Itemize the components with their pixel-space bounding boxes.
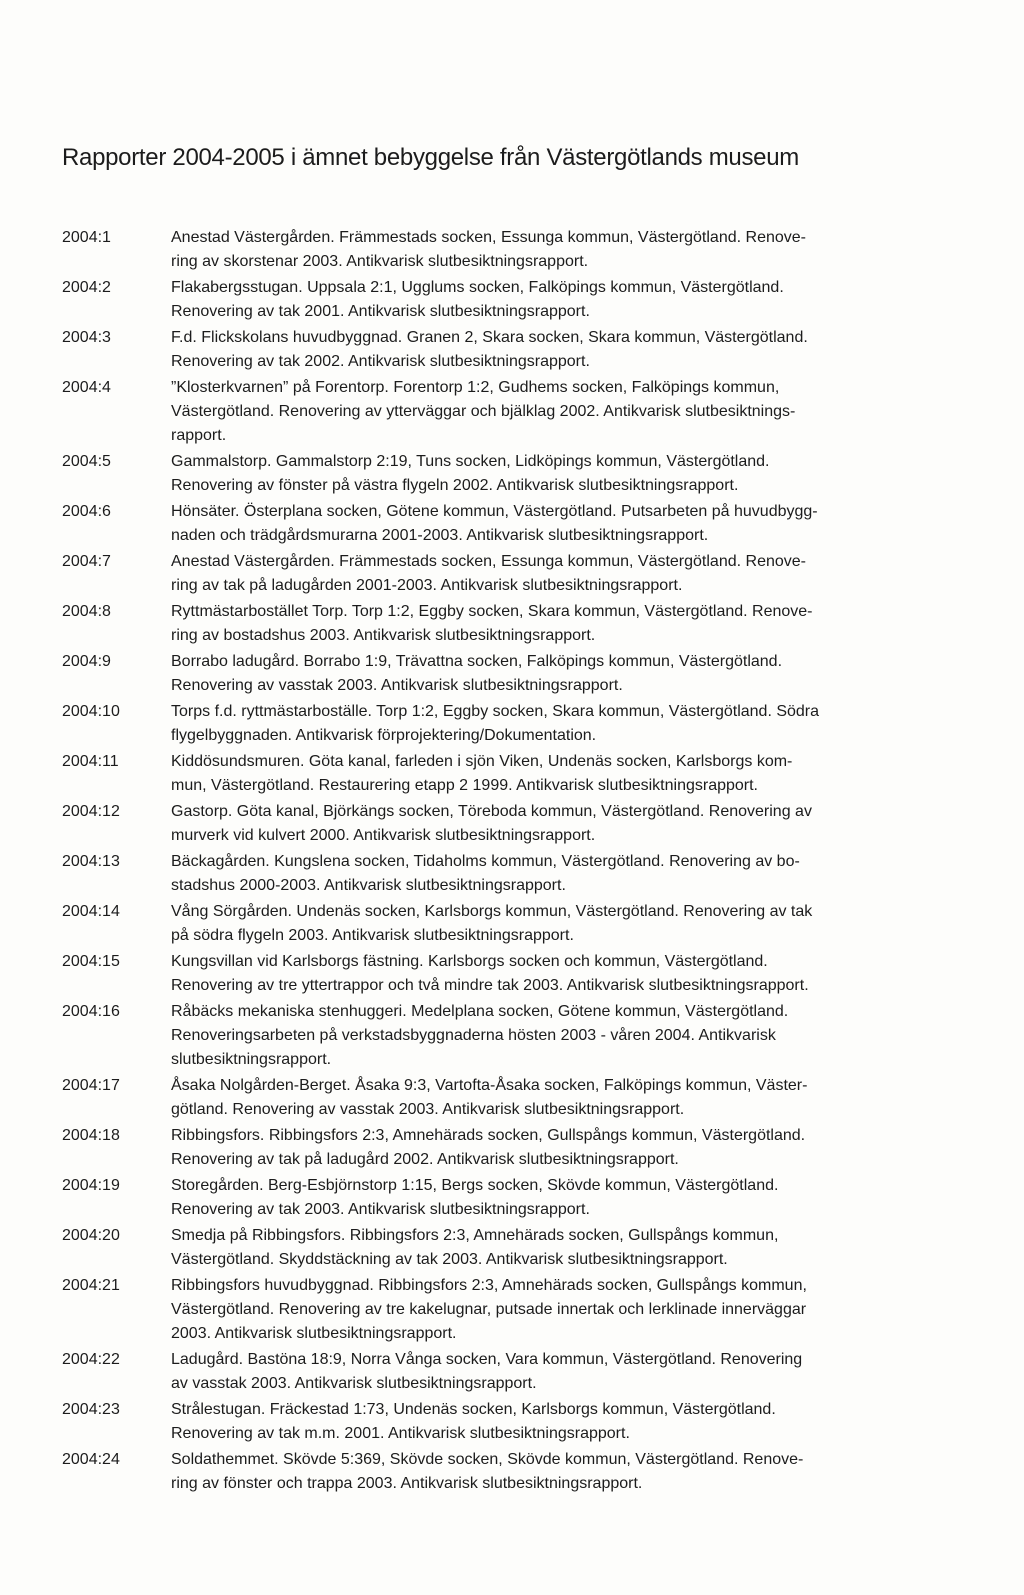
report-entry [62,1000,892,1072]
report-number: 2004:7 [62,553,111,570]
report-description [171,700,892,748]
report-description [171,750,892,798]
report-description-line: naden och trädgårdsmurarna 2001-2003. Antikvarisk slutbesiktningsrapport. [171,527,709,544]
report-entry [62,450,892,498]
report-number: 2004:21 [62,1277,120,1294]
report-description-line: Västergötland. Renovering av tre kakelugnar, putsade innertak och lerklinade innerväggar [171,1301,807,1318]
report-description [171,1174,892,1222]
report-entry [62,950,892,998]
report-entry [62,500,892,548]
report-description-line: Renoveringsarbeten på verkstadsbyggnaderna hösten 2003 - våren 2004. Antikvarisk [171,1027,776,1044]
report-description-line: Torps f.d. ryttmästarboställe. Torp 1:2, Eggby socken, Skara kommun, Västergötland. Södra [171,703,820,720]
report-description [171,1124,892,1172]
report-description [171,850,892,898]
report-description [171,950,892,998]
report-description [171,600,892,648]
report-entry [62,850,892,898]
report-description-line: Soldathemmet. Skövde 5:369, Skövde socken, Skövde kommun, Västergötland. Renove- [171,1451,804,1468]
report-description-line: Ladugård. Bastöna 18:9, Norra Vånga socken, Vara kommun, Västergötland. Renovering [171,1351,803,1368]
report-number: 2004:17 [62,1077,120,1094]
report-description-line: götland. Renovering av vasstak 2003. Antikvarisk slutbesiktningsrapport. [171,1101,685,1118]
report-entry [62,750,892,798]
report-description [171,450,892,498]
report-description-line: stadshus 2000-2003. Antikvarisk slutbesiktningsrapport. [171,877,566,894]
report-number: 2004:12 [62,803,120,820]
report-description-line: Renovering av tak på ladugård 2002. Antikvarisk slutbesiktningsrapport. [171,1151,679,1168]
report-entry [62,1398,892,1446]
report-description-line: Renovering av tak 2001. Antikvarisk slutbesiktningsrapport. [171,303,590,320]
report-number: 2004:3 [62,329,111,346]
report-description-line: Storegården. Berg-Esbjörnstorp 1:15, Bergs socken, Skövde kommun, Västergötland. [171,1177,779,1194]
report-description-line: Anestad Västergården. Främmestads socken, Essunga kommun, Västergötland. Renove- [171,229,806,246]
report-entry [62,700,892,748]
report-number: 2004:6 [62,503,111,520]
report-entry [62,900,892,948]
report-description [171,800,892,848]
report-description-line: Vång Sörgården. Undenäs socken, Karlsborgs kommun, Västergötland. Renovering av tak [171,903,813,920]
report-description-line: Bäckagården. Kungslena socken, Tidaholms kommun, Västergötland. Renovering av bo- [171,853,800,870]
report-description [171,376,892,448]
report-description-line: mun, Västergötland. Restaurering etapp 2 1999. Antikvarisk slutbesiktningsrapport. [171,777,758,794]
report-description-line: Strålestugan. Fräckestad 1:73, Undenäs socken, Karlsborgs kommun, Västergötland. [171,1401,776,1418]
report-description-line: Västergötland. Skyddstäckning av tak 2003. Antikvarisk slutbesiktningsrapport. [171,1251,728,1268]
report-entry [62,226,892,274]
report-entry [62,276,892,324]
report-description-line: flygelbyggnaden. Antikvarisk förprojektering/Dokumentation. [171,727,597,744]
report-number: 2004:18 [62,1127,120,1144]
report-entry [62,1174,892,1222]
report-number: 2004:16 [62,1003,120,1020]
report-description-line: Ribbingsfors. Ribbingsfors 2:3, Amnehärads socken, Gullspångs kommun, Västergötland. [171,1127,806,1144]
report-number: 2004:9 [62,653,111,670]
report-number: 2004:13 [62,853,120,870]
report-description [171,226,892,274]
report-description-line: Renovering av tak m.m. 2001. Antikvarisk slutbesiktningsrapport. [171,1425,630,1442]
report-entry [62,1348,892,1396]
report-description [171,1274,892,1346]
report-entry [62,1448,892,1496]
report-description-line: av vasstak 2003. Antikvarisk slutbesiktningsrapport. [171,1375,537,1392]
report-description-line: Åsaka Nolgården-Berget. Åsaka 9:3, Vartofta-Åsaka socken, Falköpings kommun, Väster- [171,1077,808,1094]
report-description-line: ”Klosterkvarnen” på Forentorp. Forentorp 1:2, Gudhems socken, Falköpings kommun, [171,379,780,396]
report-entry [62,326,892,374]
report-description-line: ring av skorstenar 2003. Antikvarisk slutbesiktningsrapport. [171,253,589,270]
report-description [171,1224,892,1272]
report-description-line: F.d. Flickskolans huvudbyggnad. Granen 2, Skara socken, Skara kommun, Västergötland. [171,329,808,346]
report-description-line: Kiddösundsmuren. Göta kanal, farleden i sjön Viken, Undenäs socken, Karlsborgs kom- [171,753,793,770]
report-description-line: Råbäcks mekaniska stenhuggeri. Medelplana socken, Götene kommun, Västergötland. [171,1003,789,1020]
report-number: 2004:10 [62,703,120,720]
report-description-line: slutbesiktningsrapport. [171,1051,332,1068]
report-description-line: Gammalstorp. Gammalstorp 2:19, Tuns socken, Lidköpings kommun, Västergötland. [171,453,770,470]
report-list [62,226,892,1498]
page-title: Rapporter 2004-2005 i ämnet bebyggelse från Västergötlands museum [62,144,799,171]
report-description [171,650,892,698]
report-description-line: Borrabo ladugård. Borrabo 1:9, Trävattna socken, Falköpings kommun, Västergötland. [171,653,783,670]
report-description-line: på södra flygeln 2003. Antikvarisk slutbesiktningsrapport. [171,927,574,944]
report-number: 2004:15 [62,953,120,970]
report-description [171,1074,892,1122]
report-description-line: ring av fönster och trappa 2003. Antikvarisk slutbesiktningsrapport. [171,1475,643,1492]
report-description-line: Renovering av tak 2003. Antikvarisk slutbesiktningsrapport. [171,1201,590,1218]
report-entry [62,550,892,598]
report-number: 2004:1 [62,229,111,246]
report-description [171,1448,892,1496]
report-description [171,1000,892,1072]
report-description [171,326,892,374]
report-entry [62,1074,892,1122]
report-description-line: Flakabergsstugan. Uppsala 2:1, Ugglums socken, Falköpings kommun, Västergötland. [171,279,784,296]
report-description [171,1348,892,1396]
report-number: 2004:8 [62,603,111,620]
report-description-line: Anestad Västergården. Främmestads socken, Essunga kommun, Västergötland. Renove- [171,553,806,570]
report-number: 2004:22 [62,1351,120,1368]
report-description-line: murverk vid kulvert 2000. Antikvarisk slutbesiktningsrapport. [171,827,596,844]
report-entry [62,600,892,648]
report-description-line: ring av tak på ladugården 2001-2003. Antikvarisk slutbesiktningsrapport. [171,577,683,594]
report-description-line: Renovering av fönster på västra flygeln 2002. Antikvarisk slutbesiktningsrapport. [171,477,739,494]
report-number: 2004:11 [62,753,119,770]
report-description-line: rapport. [171,427,227,444]
report-description-line: Kungsvillan vid Karlsborgs fästning. Karlsborgs socken och kommun, Västergötland. [171,953,768,970]
report-number: 2004:5 [62,453,111,470]
report-description-line: ring av bostadshus 2003. Antikvarisk slutbesiktningsrapport. [171,627,596,644]
report-description-line: Gastorp. Göta kanal, Björkängs socken, Töreboda kommun, Västergötland. Renovering av [171,803,812,820]
report-description-line: Västergötland. Renovering av ytterväggar och bjälklag 2002. Antikvarisk slutbesiktnings- [171,403,796,420]
report-number: 2004:2 [62,279,111,296]
report-description-line: Ryttmästarbostället Torp. Torp 1:2, Eggby socken, Skara kommun, Västergötland. Renove- [171,603,813,620]
report-description [171,900,892,948]
report-entry [62,1274,892,1346]
report-description [171,550,892,598]
report-description-line: Smedja på Ribbingsfors. Ribbingsfors 2:3, Amnehärads socken, Gullspångs kommun, [171,1227,779,1244]
report-description-line: 2003. Antikvarisk slutbesiktningsrapport. [171,1325,457,1342]
report-number: 2004:24 [62,1451,120,1468]
report-entry [62,1224,892,1272]
report-description-line: Renovering av tak 2002. Antikvarisk slutbesiktningsrapport. [171,353,590,370]
report-description-line: Renovering av vasstak 2003. Antikvarisk slutbesiktningsrapport. [171,677,623,694]
report-entry [62,800,892,848]
report-description-line: Renovering av tre yttertrappor och två mindre tak 2003. Antikvarisk slutbesiktningsrapport. [171,977,809,994]
report-entry [62,650,892,698]
report-entry [62,376,892,448]
report-number: 2004:19 [62,1177,120,1194]
report-number: 2004:20 [62,1227,120,1244]
report-description [171,500,892,548]
report-entry [62,1124,892,1172]
report-description-line: Ribbingsfors huvudbyggnad. Ribbingsfors 2:3, Amnehärads socken, Gullspångs kommun, [171,1277,807,1294]
report-description [171,1398,892,1446]
report-number: 2004:4 [62,379,111,396]
report-number: 2004:23 [62,1401,120,1418]
report-number: 2004:14 [62,903,120,920]
report-description-line: Hönsäter. Österplana socken, Götene kommun, Västergötland. Putsarbeten på huvudbygg- [171,503,818,520]
report-description [171,276,892,324]
